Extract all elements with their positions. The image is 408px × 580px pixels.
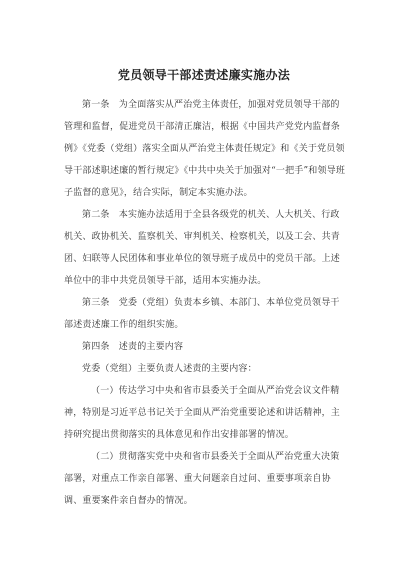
paragraph-article-1: 第一条 为全面落实从严治党主体责任，加强对党员领导干部的管理和监督，促进党员干部清正廉洁，根据《中国共产党党内监督条 例》《党委（党组）落实全面从严治党主体责任规定》和《关于党员领导干部述职述廉的暂行规定》《中共中央关于加强对“一把手”和领导班子监督的意见》，结合实际，制定本实施办法。 <box>64 100 350 198</box>
document-title: 党员领导干部述责述廉实施办法 <box>117 68 291 82</box>
paragraph-article-2: 第二条 本实施办法适用于全县各级党的机关、人大机关、行政机关、政协机关、监察机关、审判机关、检察机关，以及工会、共青团、妇联等人民团体和事业单位的领导班子成员中的党员干部。上述单位中的非中共党员领导干部，适用本实施办法。 <box>64 210 341 286</box>
paragraph-article-4-heading: 第四条 述责的主要内容 <box>82 342 184 352</box>
paragraph-article-3: 第三条 党委（党组）负责本乡镇、本部门、本单位党员领导干部述责述廉工作的组织实施。 <box>64 298 340 330</box>
paragraph-main-duty-intro: 党委（党组）主要负责人述责的主要内容： <box>82 364 257 374</box>
document-body <box>64 94 350 512</box>
paragraph-item-2: （二）贯彻落实党中央和省市县委关于全面从严治党重大决策部署，对重点工作亲自部署、重大问题亲自过问、重要事项亲自协调、重要案件亲自督办的情况。 <box>64 452 340 506</box>
paragraph-item-1: （一）传达学习中央和省市县委关于全面从严治党会议文件精神，特别是习近平总书记关于全面从严治党重要论述和讲话精神，主持研究提出贯彻落实的具体意见和作出安排部署的情况。 <box>64 386 341 440</box>
